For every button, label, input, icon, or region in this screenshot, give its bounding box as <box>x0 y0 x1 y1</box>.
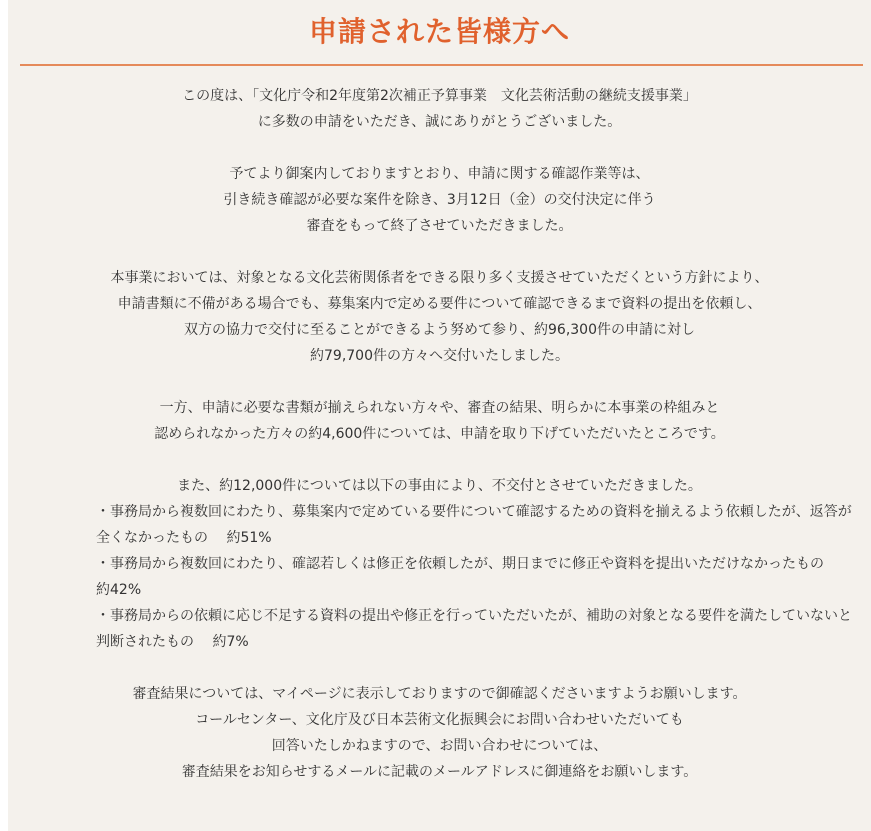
policy-paragraph <box>8 265 871 369</box>
text-line: 約79,700件の方々へ交付いたしました。 <box>310 348 569 364</box>
text-line: 双方の協力で交付に至ることができるよう努めて参り、約96,300件の申請に対し <box>184 322 695 338</box>
review-end-paragraph <box>8 161 871 239</box>
notice-panel <box>8 0 871 831</box>
rejection-reasons-list <box>8 499 856 655</box>
text-line: また、約12,000件については以下の事由により、不交付とさせていただきました。 <box>177 478 702 494</box>
text-line: 審査結果をお知らせするメールに記載のメールアドレスに御連絡をお願いします。 <box>181 764 698 780</box>
text-line: 本事業においては、対象となる文化芸術関係者をできる限り多く支援させていただくという方針により、 <box>110 270 769 286</box>
list-item: ・事務局から複数回にわたり、募集案内で定めている要件について確認するための資料を揃えるよう依頼したが、返答が全くなかったもの 約51% <box>96 504 852 546</box>
notice-content <box>8 83 871 811</box>
text-line: 認められなかった方々の約4,600件については、申請を取り下げていただいたところです。 <box>154 426 725 442</box>
text-line: 予てより御案内しておりますとおり、申請に関する確認作業等は、 <box>229 166 650 182</box>
text-line: 申請書類に不備がある場合でも、募集案内で定める要件について確認できるまで資料の提出を依頼し、 <box>117 296 762 312</box>
text-line: コールセンター、文化庁及び日本芸術文化振興会にお問い合わせいただいても <box>195 712 684 728</box>
closing-paragraph <box>8 681 871 785</box>
text-line: 引き続き確認が必要な案件を除き、3月12日（金）の交付決定に伴う <box>223 192 656 208</box>
text-line: 審査結果については、マイページに表示しておりますので御確認くださいますようお願いします。 <box>132 686 747 702</box>
text-line: 回答いたしかねますので、お問い合わせについては、 <box>271 738 608 754</box>
text-line: この度は、「文化庁令和2年度第2次補正予算事業 文化芸術活動の継続支援事業」 <box>182 88 697 104</box>
withdrawal-paragraph <box>8 395 871 447</box>
text-line: 一方、申請に必要な書類が揃えられない方々や、審査の結果、明らかに本事業の枠組みと <box>159 400 720 416</box>
text-line: 審査をもって終了させていただきました。 <box>306 218 573 234</box>
list-item: ・事務局から複数回にわたり、確認若しくは修正を依頼したが、期日までに修正や資料を提出いただけなかったもの 約42% <box>96 556 843 598</box>
intro-paragraph <box>8 83 871 135</box>
page-title: 申請された皆様方へ <box>308 15 570 48</box>
list-item: ・事務局からの依頼に応じ不足する資料の提出や修正を行っていただいたが、補助の対象となる要件を満たしていないと判断されたもの 約7% <box>96 608 852 650</box>
rejection-paragraph <box>8 473 871 499</box>
title-divider <box>20 64 863 66</box>
text-line: に多数の申請をいただき、誠にありがとうございました。 <box>257 114 622 130</box>
